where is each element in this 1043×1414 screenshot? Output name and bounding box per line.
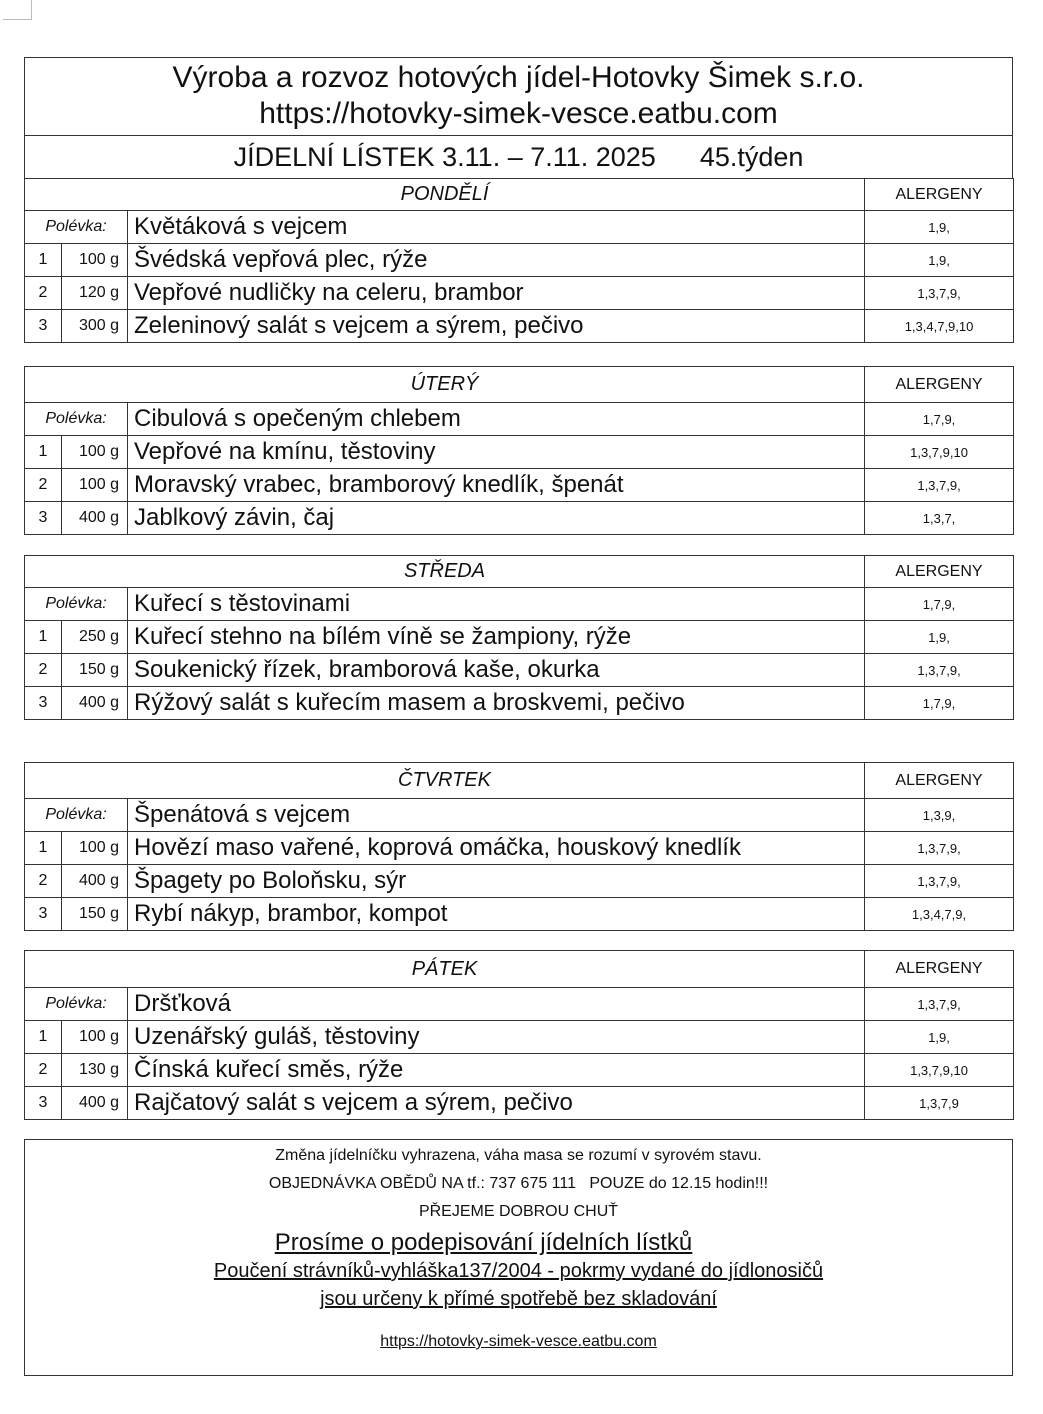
meal-weight: 400 g bbox=[62, 1087, 128, 1120]
soup-row bbox=[25, 799, 1014, 832]
soup-label: Polévka: bbox=[25, 588, 128, 621]
meal-dish: Vepřové nudličky na celeru, brambor bbox=[128, 277, 865, 310]
meal-row bbox=[25, 469, 1014, 502]
meal-weight: 250 g bbox=[62, 621, 128, 654]
meal-dish: Švédská vepřová plec, rýže bbox=[128, 244, 865, 277]
meal-weight: 100 g bbox=[62, 832, 128, 865]
meal-dish: Špagety po Boloňsku, sýr bbox=[128, 865, 865, 898]
footer-wish: PŘEJEME DOBROU CHUŤ bbox=[418, 1203, 619, 1220]
meal-dish: Rýžový salát s kuřecím masem a broskvemi, pečivo bbox=[128, 687, 865, 720]
day-table bbox=[24, 762, 1013, 931]
footer-notice-line2: jsou určeny k přímé spotřebě bez skladování bbox=[320, 1288, 717, 1310]
meal-dish: Uzenářský guláš, těstoviny bbox=[128, 1021, 865, 1054]
meal-weight: 100 g bbox=[62, 244, 128, 277]
day-name: PÁTEK bbox=[25, 951, 865, 988]
week-number: 45.týden bbox=[699, 141, 804, 172]
meal-allergens: 1,3,7, bbox=[865, 502, 1014, 535]
meal-dish: Jablkový závin, čaj bbox=[128, 502, 865, 535]
company-name: Výroba a rozvoz hotových jídel-Hotovky Šimek s.r.o. bbox=[172, 61, 865, 94]
meal-allergens: 1,3,7,9, bbox=[865, 832, 1014, 865]
allergens-header: ALERGENY bbox=[865, 763, 1014, 799]
soup-row bbox=[25, 988, 1014, 1021]
meal-dish: Zeleninový salát s vejcem a sýrem, pečivo bbox=[128, 310, 865, 343]
meal-number: 1 bbox=[25, 1021, 62, 1054]
footer-notice-line1: Poučení strávníků-vyhláška137/2004 - pokrmy vydané do jídlonosičů bbox=[213, 1260, 824, 1282]
menu-title: JÍDELNÍ LÍSTEK 3.11. – 7.11. 2025 bbox=[233, 141, 656, 172]
soup-row bbox=[25, 211, 1014, 244]
meal-weight: 150 g bbox=[62, 654, 128, 687]
meal-number: 1 bbox=[25, 244, 62, 277]
soup-dish: Cibulová s opečeným chlebem bbox=[128, 403, 865, 436]
meal-number: 1 bbox=[25, 621, 62, 654]
meal-number: 2 bbox=[25, 277, 62, 310]
meal-number: 2 bbox=[25, 865, 62, 898]
meal-allergens: 1,3,4,7,9, bbox=[865, 898, 1014, 931]
meal-dish: Rybí nákyp, brambor, kompot bbox=[128, 898, 865, 931]
soup-row bbox=[25, 403, 1014, 436]
day-name: ČTVRTEK bbox=[25, 763, 865, 799]
meal-row bbox=[25, 1087, 1014, 1120]
meal-weight: 100 g bbox=[62, 1021, 128, 1054]
meal-number: 3 bbox=[25, 687, 62, 720]
day-table bbox=[24, 950, 1013, 1120]
day-name: STŘEDA bbox=[25, 556, 865, 588]
meal-row bbox=[25, 621, 1014, 654]
meal-allergens: 1,3,7,9, bbox=[865, 865, 1014, 898]
meal-row bbox=[25, 502, 1014, 535]
meal-allergens: 1,9, bbox=[865, 244, 1014, 277]
meal-allergens: 1,3,7,9,10 bbox=[865, 1054, 1014, 1087]
company-url: https://hotovky-simek-vesce.eatbu.com bbox=[259, 97, 778, 130]
meal-weight: 150 g bbox=[62, 898, 128, 931]
meal-allergens: 1,3,7,9 bbox=[865, 1087, 1014, 1120]
meal-row bbox=[25, 310, 1014, 343]
meal-row bbox=[25, 1054, 1014, 1087]
meal-number: 3 bbox=[25, 310, 62, 343]
meal-number: 3 bbox=[25, 502, 62, 535]
soup-label: Polévka: bbox=[25, 211, 128, 244]
meal-weight: 100 g bbox=[62, 469, 128, 502]
meal-dish: Vepřové na kmínu, těstoviny bbox=[128, 436, 865, 469]
meal-allergens: 1,9, bbox=[865, 1021, 1014, 1054]
footer-sign-request: Prosíme o podepisování jídelních lístků bbox=[274, 1229, 693, 1256]
meal-number: 2 bbox=[25, 469, 62, 502]
page-corner-mark bbox=[3, 0, 32, 20]
meal-allergens: 1,7,9, bbox=[865, 687, 1014, 720]
company-title bbox=[25, 58, 1013, 136]
day-name: PONDĚLÍ bbox=[25, 179, 865, 211]
meal-allergens: 1,3,7,9, bbox=[865, 469, 1014, 502]
soup-row bbox=[25, 588, 1014, 621]
day-table bbox=[24, 366, 1013, 535]
footer-note: Změna jídelníčku vyhrazena, váha masa se rozumí v syrovém stavu. bbox=[275, 1147, 762, 1164]
meal-number: 3 bbox=[25, 1087, 62, 1120]
meal-dish: Kuřecí stehno na bílém víně se žampiony, rýže bbox=[128, 621, 865, 654]
meal-allergens: 1,3,4,7,9,10 bbox=[865, 310, 1014, 343]
meal-row bbox=[25, 898, 1014, 931]
footer-url-link[interactable]: https://hotovky-simek-vesce.eatbu.com bbox=[380, 1333, 657, 1350]
footer-order-info: OBJEDNÁVKA OBĚDŮ NA tf.: 737 675 111 POUZE do 12.15 hodin!!! bbox=[268, 1175, 769, 1192]
soup-dish: Kuřecí s těstovinami bbox=[128, 588, 865, 621]
footer-notice bbox=[24, 1139, 1013, 1376]
meal-allergens: 1,3,7,9,10 bbox=[865, 436, 1014, 469]
meal-dish: Soukenický řízek, bramborová kaše, okurka bbox=[128, 654, 865, 687]
soup-label: Polévka: bbox=[25, 403, 128, 436]
meal-number: 1 bbox=[25, 436, 62, 469]
meal-row bbox=[25, 436, 1014, 469]
soup-allergens: 1,7,9, bbox=[865, 403, 1014, 436]
meal-weight: 130 g bbox=[62, 1054, 128, 1087]
allergens-header: ALERGENY bbox=[865, 556, 1014, 588]
meal-weight: 400 g bbox=[62, 865, 128, 898]
soup-allergens: 1,7,9, bbox=[865, 588, 1014, 621]
meal-row bbox=[25, 687, 1014, 720]
meal-row bbox=[25, 277, 1014, 310]
meal-allergens: 1,3,7,9, bbox=[865, 654, 1014, 687]
soup-dish: Špenátová s vejcem bbox=[128, 799, 865, 832]
soup-label: Polévka: bbox=[25, 799, 128, 832]
meal-row bbox=[25, 832, 1014, 865]
day-table bbox=[24, 555, 1013, 720]
meal-row bbox=[25, 1021, 1014, 1054]
soup-allergens: 1,3,9, bbox=[865, 799, 1014, 832]
menu-header bbox=[24, 57, 1013, 179]
meal-allergens: 1,3,7,9, bbox=[865, 277, 1014, 310]
meal-number: 3 bbox=[25, 898, 62, 931]
meal-dish: Hovězí maso vařené, koprová omáčka, houskový knedlík bbox=[128, 832, 865, 865]
meal-row bbox=[25, 865, 1014, 898]
allergens-header: ALERGENY bbox=[865, 367, 1014, 403]
meal-allergens: 1,9, bbox=[865, 621, 1014, 654]
meal-row bbox=[25, 654, 1014, 687]
meal-number: 2 bbox=[25, 654, 62, 687]
day-name: ÚTERÝ bbox=[25, 367, 865, 403]
meal-weight: 300 g bbox=[62, 310, 128, 343]
day-table bbox=[24, 178, 1013, 343]
meal-weight: 400 g bbox=[62, 687, 128, 720]
meal-number: 2 bbox=[25, 1054, 62, 1087]
allergens-header: ALERGENY bbox=[865, 951, 1014, 988]
soup-allergens: 1,3,7,9, bbox=[865, 988, 1014, 1021]
meal-row bbox=[25, 244, 1014, 277]
meal-weight: 400 g bbox=[62, 502, 128, 535]
meal-number: 1 bbox=[25, 832, 62, 865]
meal-weight: 100 g bbox=[62, 436, 128, 469]
menu-period bbox=[25, 136, 1013, 179]
meal-dish: Rajčatový salát s vejcem a sýrem, pečivo bbox=[128, 1087, 865, 1120]
meal-dish: Čínská kuřecí směs, rýže bbox=[128, 1054, 865, 1087]
soup-dish: Květáková s vejcem bbox=[128, 211, 865, 244]
allergens-header: ALERGENY bbox=[865, 179, 1014, 211]
meal-dish: Moravský vrabec, bramborový knedlík, špenát bbox=[128, 469, 865, 502]
meal-weight: 120 g bbox=[62, 277, 128, 310]
soup-label: Polévka: bbox=[25, 988, 128, 1021]
soup-allergens: 1,9, bbox=[865, 211, 1014, 244]
soup-dish: Dršťková bbox=[128, 988, 865, 1021]
